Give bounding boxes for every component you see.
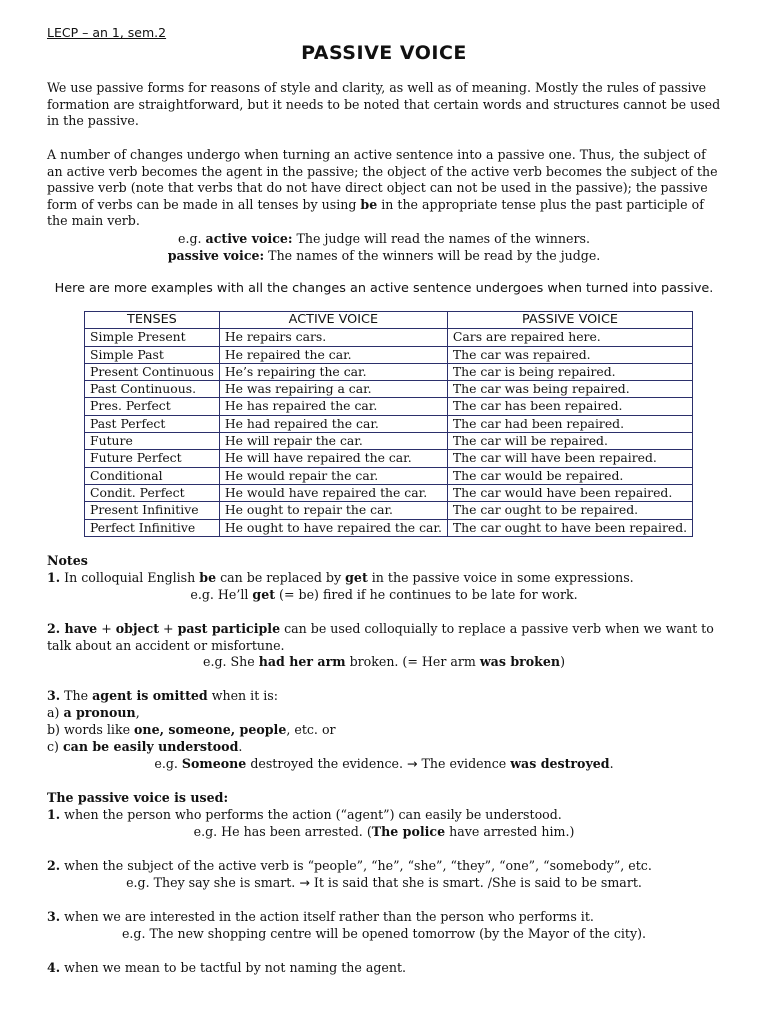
example-text: e.g. He’ll [190,587,253,602]
passive-cell: The car ought to have been repaired. [447,519,692,536]
usage-heading-text: The passive voice is used: [47,790,229,805]
note-text: when it is: [207,688,278,703]
note-text: can be used colloquially to replace a passive verb when we want to talk about an accident or misfortune. [47,621,714,653]
example-bold: The police [371,824,446,839]
passive-cell: The car is being repaired. [447,363,692,380]
note-bold: have [60,621,98,636]
page-title: PASSIVE VOICE [301,42,467,64]
tense-cell: Pres. Perfect [85,398,220,415]
changes-paragraph [47,147,723,230]
usage-number: 1. [47,807,61,822]
example-text: e.g. They say she is smart. [126,875,300,890]
table-header-tenses: TENSES [85,312,220,329]
passive-cell: The car was repaired. [447,346,692,363]
note-bold: get [345,570,368,585]
eg-label: e.g. [178,231,206,246]
tense-cell: Past Continuous. [85,381,220,398]
active-cell: He repairs cars. [219,329,447,346]
example-bold: get [252,587,276,602]
notes-heading-text: Notes [47,553,88,568]
usage-text: when we mean to be tactful by not naming the agent. [60,960,407,975]
table-header-passive: PASSIVE VOICE [447,312,692,329]
example-passive-line [0,248,768,265]
passive-cell: The car was being repaired. [447,381,692,398]
usage-number: 3. [47,909,61,924]
passive-cell: Cars are repaired here. [447,329,692,346]
tenses-table [84,311,693,537]
usage-text: when the subject of the active verb is “people”, “he”, “she”, “they”, “one”, “somebody”, etc. [60,858,652,873]
usage-1 [47,807,723,824]
note-text: + [159,621,178,636]
example-bold: Someone [181,756,247,771]
example-bold: was destroyed [510,756,610,771]
usage-number: 4. [47,960,61,975]
table-row [85,484,693,501]
active-cell: He ought to have repaired the car. [219,519,447,536]
notes-heading [47,553,723,570]
table-row [85,415,693,432]
example-text: e.g. [154,756,182,771]
usage-text: when the person who performs the action (“agent”) can easily be understood. [60,807,562,822]
usage-2 [47,858,723,875]
note-text: . [238,739,243,754]
usage-2-example [0,875,768,892]
passive-voice-text: The names of the winners will be read by the judge. [264,248,601,263]
usage-heading [47,790,723,807]
usage-3 [47,909,723,926]
active-cell: He will have repaired the car. [219,450,447,467]
passive-cell: The car would have been repaired. [447,484,692,501]
usage-text: when we are interested in the action itself rather than the person who performs it. [60,909,594,924]
table-header-active: ACTIVE VOICE [219,312,447,329]
active-cell: He would have repaired the car. [219,484,447,501]
note-bold: can be easily understood [62,739,239,754]
example-text: e.g. He has been arrested. ( [193,824,372,839]
active-voice-label: active voice: [205,231,293,246]
arrow-right-icon: → [406,756,418,771]
note-3 [47,688,723,705]
note-text: in the passive voice in some expressions. [367,570,634,585]
example-text: It is said that she is smart. /She is said to be smart. [309,875,642,890]
usage-4 [47,960,723,977]
table-row [85,346,693,363]
active-cell: He repaired the car. [219,346,447,363]
example-bold: was broken [479,654,561,669]
note-text: a) [47,705,64,720]
table-row [85,467,693,484]
table-row [85,363,693,380]
active-cell: He had repaired the car. [219,415,447,432]
arrow-right-icon: → [299,875,310,890]
note-number: 1. [47,570,61,585]
passive-cell: The car will have been repaired. [447,450,692,467]
example-text: destroyed the evidence. [246,756,407,771]
note-text: The [60,688,93,703]
note-bold: a pronoun [63,705,136,720]
note-text: b) words like [47,722,135,737]
note-number: 2. [47,621,61,636]
active-voice-text: The judge will read the names of the winners. [292,231,590,246]
note-number: 3. [47,688,61,703]
changes-text-a: A number of changes undergo when turning an active sentence into a passive one. Thus, the subject of an active verb becomes the agent in the passive; the object of the active verb becomes the subject of the passive verb (note that verbs that do not have direct object can not be used in the passive); the passive form of verbs can be made in all tenses by using [47,147,718,212]
passive-cell: The car will be repaired. [447,433,692,450]
tense-cell: Past Perfect [85,415,220,432]
passive-voice-label: passive voice: [167,248,265,263]
table-row [85,519,693,536]
passive-cell: The car had been repaired. [447,415,692,432]
active-cell: He’s repairing the car. [219,363,447,380]
note-text: c) [47,739,63,754]
tense-cell: Perfect Infinitive [85,519,220,536]
tense-cell: Present Infinitive [85,502,220,519]
note-3c [47,739,723,756]
note-bold: object [115,621,160,636]
note-bold: agent is omitted [92,688,208,703]
passive-cell: The car ought to be repaired. [447,502,692,519]
note-bold: one, someone, people [134,722,287,737]
note-text: can be replaced by [216,570,346,585]
tense-cell: Conditional [85,467,220,484]
note-text: , [135,705,140,720]
example-bold: had her arm [258,654,346,669]
table-row [85,433,693,450]
note-3-example [0,756,768,773]
table-row [85,398,693,415]
note-3a [47,705,723,722]
note-text: In colloquial English [60,570,200,585]
tense-cell: Simple Past [85,346,220,363]
usage-number: 2. [47,858,61,873]
note-1 [47,570,723,587]
example-text: broken. (= Her arm [345,654,480,669]
table-row [85,381,693,398]
note-bold: be [199,570,217,585]
example-text: . [609,756,614,771]
document-header: LECP – an 1, sem.2 [47,25,167,40]
usage-1-example [0,824,768,841]
note-2 [47,621,723,654]
note-2-example [0,654,768,671]
table-row [85,502,693,519]
table-header-row [85,312,693,329]
example-active-line [0,231,768,248]
active-cell: He will repair the car. [219,433,447,450]
active-cell: He would repair the car. [219,467,447,484]
example-text: have arrested him.) [445,824,575,839]
active-cell: He was repairing a car. [219,381,447,398]
example-text: The evidence [417,756,511,771]
note-3b [47,722,723,739]
tense-cell: Condit. Perfect [85,484,220,501]
table-row [85,329,693,346]
example-text: ) [560,654,565,669]
changes-text-c: in the appropriate tense plus the past participle of the main verb. [47,196,704,229]
tense-cell: Future Perfect [85,450,220,467]
usage-3-example: e.g. The new shopping centre will be opened tomorrow (by the Mayor of the city). [121,926,647,941]
tense-cell: Simple Present [85,329,220,346]
note-1-example [0,587,768,604]
active-cell: He has repaired the car. [219,398,447,415]
note-text: + [97,621,116,636]
example-text: e.g. She [203,654,259,669]
intro-paragraph: We use passive forms for reasons of style and clarity, as well as of meaning. Mostly the rules of passive formation are straightforward, but it needs to be noted that certain words and structures cannot be used in the passive. [47,80,721,129]
passive-cell: The car has been repaired. [447,398,692,415]
changes-bold-be: be [360,196,378,212]
tense-cell: Future [85,433,220,450]
tense-cell: Present Continuous [85,363,220,380]
note-text: , etc. or [286,722,336,737]
table-intro: Here are more examples with all the changes an active sentence undergoes when turned into passive. [54,281,714,296]
active-cell: He ought to repair the car. [219,502,447,519]
example-text: (= be) fired if he continues to be late for work. [275,587,578,602]
passive-cell: The car would be repaired. [447,467,692,484]
table-row [85,450,693,467]
note-bold: past participle [177,621,281,636]
